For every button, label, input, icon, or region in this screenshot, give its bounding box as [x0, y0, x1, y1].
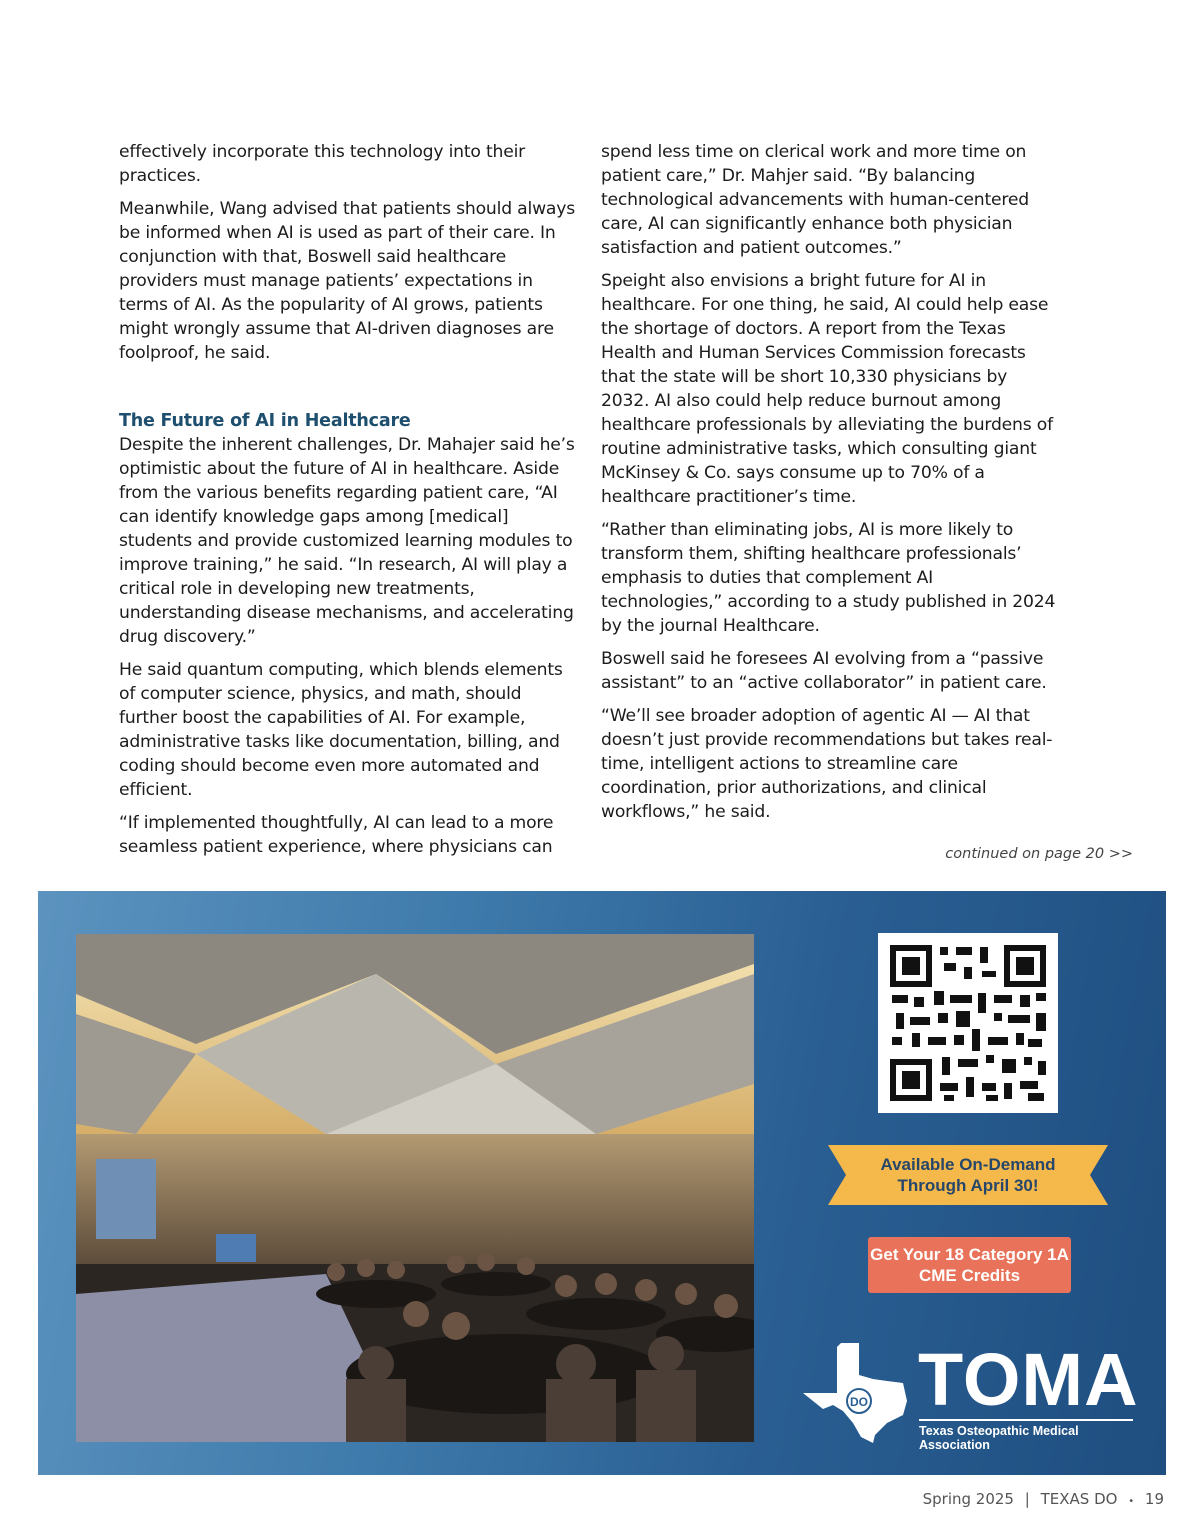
on-demand-ribbon	[828, 1145, 1108, 1205]
page-number: 19	[1144, 1490, 1164, 1508]
left-column	[119, 140, 579, 868]
footer-separator: |	[1024, 1490, 1030, 1508]
conference-photo	[76, 934, 754, 1442]
page-footer	[923, 1490, 1164, 1508]
paragraph: Meanwhile, Wang advised that patients should always be informed when AI is used as part of their care. In conjunction with that, Boswell said healthcare providers must manage patients’ expectations in terms of AI. As the popularity of AI grows, patients might wrongly assume that AI-driven diagnoses are foolproof, he said.	[119, 199, 575, 363]
footer-issue: Spring 2025	[922, 1490, 1014, 1508]
conference-room-illustration	[76, 934, 754, 1442]
paragraph: He said quantum computing, which blends elements of computer science, physics, and math, should further boost the capabilities of AI. For example, administrative tasks like documentation, billing, and coding should become even more automated and efficient.	[119, 660, 563, 800]
paragraph: Despite the inherent challenges, Dr. Mahajer said he’s optimistic about the future of AI in healthcare. Aside from the various benefits regarding patient care, “AI can identify knowledge gaps among [medical] students and provide customized learning modules to improve training,” he said. “In research, AI will play a critical role in developing new treatments, understanding disease mechanisms, and accelerating drug discovery.”	[119, 435, 575, 647]
footer-magazine: TEXAS DO	[1040, 1490, 1118, 1508]
paragraph: Speight also envisions a bright future for AI in healthcare. For one thing, he said, AI could help ease the shortage of doctors. A report from the Texas Health and Human Services Commission forecasts that the state will be short 10,330 physicians by 2032. AI also could help reduce burnout among healthcare professionals by alleviating the burdens of routine administrative tasks, which consulting giant McKinsey & Co. says consume up to 70% of a healthcare practitioner’s time.	[601, 271, 1053, 507]
continued-link[interactable]: continued on page 20 >>	[945, 846, 1133, 862]
paragraph: “We’ll see broader adoption of agentic AI — AI that doesn’t just provide recommendations but takes real-time, intelligent actions to streamline care coordination, prior authorizations, and clinical workflows,” he said.	[601, 706, 1053, 822]
cme-credits-button[interactable]	[868, 1237, 1071, 1293]
paragraph: spend less time on clerical work and more time on patient care,” Dr. Mahjer said. “By balancing technological advancements with human-centered care, AI can significantly enhance both physician satisfaction and patient outcomes.”	[601, 142, 1029, 258]
ribbon-text	[828, 1145, 1108, 1205]
ribbon-line-2: Through April 30!	[897, 1176, 1039, 1195]
qr-code-graphic	[878, 933, 1058, 1113]
paragraph: effectively incorporate this technology into their practices.	[119, 142, 526, 186]
qr-code[interactable]	[878, 933, 1058, 1113]
cme-line-1: Get Your 18 Category 1A	[870, 1245, 1069, 1264]
toma-logo-subtitle: Texas Osteopathic Medical Association	[919, 1419, 1133, 1452]
ribbon-line-1: Available On-Demand	[880, 1155, 1056, 1174]
toma-logo-text: TOMA	[918, 1338, 1139, 1421]
footer-bullet: •	[1128, 1496, 1135, 1507]
texas-map-icon	[803, 1343, 913, 1443]
toma-advertisement[interactable]	[38, 891, 1166, 1475]
paragraph: “If implemented thoughtfully, AI can lead to a more seamless patient experience, where physicians can	[119, 813, 554, 857]
section-heading: The Future of AI in Healthcare	[119, 411, 411, 431]
paragraph: “Rather than eliminating jobs, AI is more likely to transform them, shifting healthcare professionals’ emphasis to duties that complement AI technologies,” according to a study published in 2024 by the journal Healthcare.	[601, 520, 1056, 636]
logo-mark: DO	[850, 1395, 868, 1409]
right-column	[601, 140, 1056, 833]
cme-line-2: CME Credits	[918, 1266, 1021, 1285]
paragraph: Boswell said he foresees AI evolving from a “passive assistant” to an “active collaborator” in patient care.	[601, 649, 1047, 693]
